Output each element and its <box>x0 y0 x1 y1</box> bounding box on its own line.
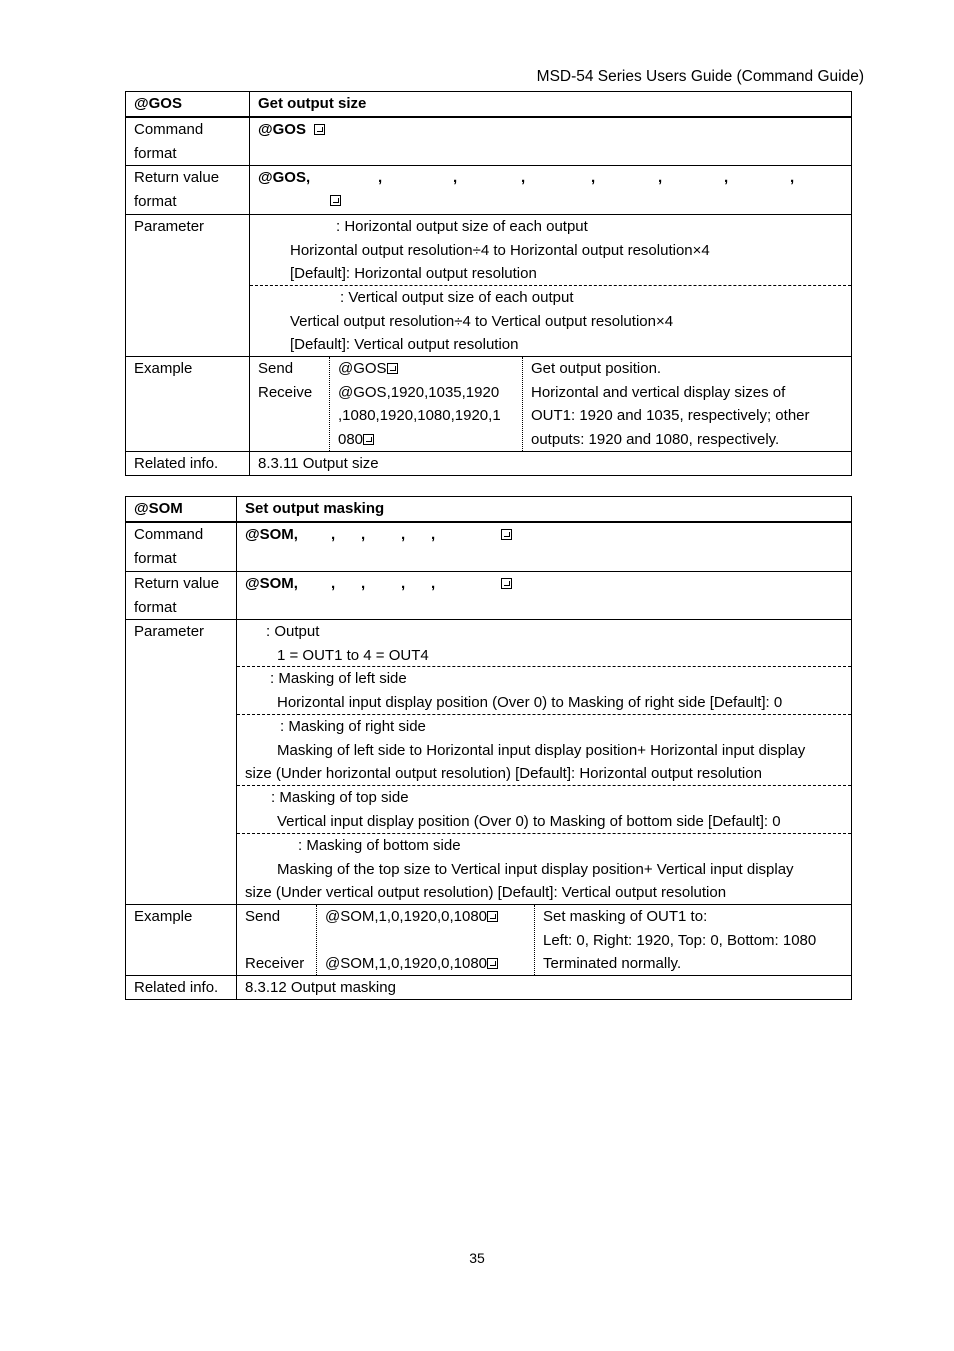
label-example: Example <box>126 905 237 975</box>
gos-command-name: @GOS <box>126 92 250 116</box>
example-send-command: @GOS <box>338 360 387 377</box>
gos-return-format-row: Return value format @GOS, , , , , , , , <box>126 165 851 214</box>
example-receive-line: 080 <box>338 430 364 448</box>
som-param-bottom: : Masking of bottom side Masking of the top size to Vertical input display position+ Vertical input display size (Under vertical output resolution) [Default]: Vertical output resolution <box>237 833 851 905</box>
example-description: Terminated normally. <box>543 955 682 972</box>
som-return: @SOM, <box>245 575 298 592</box>
gos-command-title: Get output size <box>258 95 367 112</box>
return-key-icon <box>501 578 512 589</box>
return-key-icon <box>314 124 325 135</box>
label-related: Related info. <box>126 976 237 999</box>
example-receive-line: @GOS,1920,1035,1920 <box>338 383 500 401</box>
return-key-icon <box>330 195 341 206</box>
gos-example-row <box>126 356 851 451</box>
gos-return: @GOS, <box>258 169 311 186</box>
example-description: outputs: 1920 and 1080, respectively. <box>531 430 780 448</box>
som-title-row <box>126 497 851 523</box>
som-command: @SOM, <box>245 526 298 543</box>
return-key-icon <box>487 911 498 922</box>
gos-param-horizontal: : Horizontal output size of each output Horizontal output resolution÷4 to Horizontal output resolution×4 [Default]: Horizontal output resolution <box>290 218 710 282</box>
som-example-row <box>126 904 851 975</box>
label-example: Example <box>126 357 250 451</box>
som-related-row <box>126 975 851 999</box>
som-table <box>125 496 852 1000</box>
label-parameter: Parameter <box>126 620 237 904</box>
example-receive-label: Receiver <box>245 955 305 972</box>
label-parameter: Parameter <box>126 215 250 356</box>
example-receive-line: ,1080,1920,1080,1920,1 <box>338 407 501 424</box>
gos-title-row <box>126 92 851 118</box>
example-description: Horizontal and vertical display sizes of <box>531 383 786 401</box>
gos-related-row <box>126 451 851 475</box>
example-send-command: @SOM,1,0,1920,0,1080 <box>325 908 487 925</box>
label-format: format <box>134 549 177 567</box>
example-receive-label: Receive <box>258 383 313 401</box>
gos-param-vertical: : Vertical output size of each output Vertical output resolution÷4 to Vertical output resolution×4 [Default]: Vertical output resolution <box>250 285 851 357</box>
label-return-value: Return value <box>134 169 220 186</box>
example-description: Left: 0, Right: 1920, Top: 0, Bottom: 1080 <box>543 931 817 949</box>
som-param-output: : Output 1 = OUT1 to 4 = OUT4 <box>266 623 429 664</box>
return-key-icon <box>363 434 374 445</box>
example-receive-command: @SOM,1,0,1920,0,1080 <box>325 955 487 972</box>
som-param-left: : Masking of left side Horizontal input display position (Over 0) to Masking of right side [Default]: 0 <box>237 666 851 714</box>
gos-parameter-row <box>126 214 851 356</box>
page-header: MSD-54 Series Users Guide (Command Guide) <box>536 68 864 85</box>
page-number: 35 <box>469 1250 485 1266</box>
label-command: Command <box>134 526 204 543</box>
label-related: Related info. <box>126 452 250 475</box>
gos-table <box>125 91 852 476</box>
example-description: Get output position. <box>531 360 662 377</box>
som-parameter-row <box>126 619 851 904</box>
label-format: format <box>134 598 177 616</box>
som-param-right: : Masking of right side Masking of left side to Horizontal input display position+ Horizontal input display size (Under horizontal output resolution) [Default]: Horizontal output resolution <box>237 714 851 785</box>
example-description: Set masking of OUT1 to: <box>543 908 708 925</box>
som-command-title: Set output masking <box>245 500 385 517</box>
return-key-icon <box>387 363 398 374</box>
label-command: Command <box>134 121 204 138</box>
gos-command-format-row <box>126 118 851 165</box>
example-description: OUT1: 1920 and 1035, respectively; other <box>531 407 810 424</box>
label-format: format <box>134 192 177 210</box>
som-command-format-row: Command format @SOM, , , , , <box>126 523 851 571</box>
som-command-name: @SOM <box>126 497 237 521</box>
example-send-label: Send <box>258 360 294 377</box>
return-key-icon <box>487 958 498 969</box>
som-param-top: : Masking of top side Vertical input display position (Over 0) to Masking of bottom side [Default]: 0 <box>237 785 851 833</box>
label-return-value: Return value <box>134 575 220 592</box>
som-return-format-row: Return value format @SOM, , , , , <box>126 571 851 619</box>
gos-command: @GOS <box>258 121 306 138</box>
som-related-info: 8.3.12 Output masking <box>245 979 396 996</box>
example-send-label: Send <box>245 908 281 925</box>
label-format: format <box>134 144 177 162</box>
return-key-icon <box>501 529 512 540</box>
gos-related-info: 8.3.11 Output size <box>258 455 379 472</box>
